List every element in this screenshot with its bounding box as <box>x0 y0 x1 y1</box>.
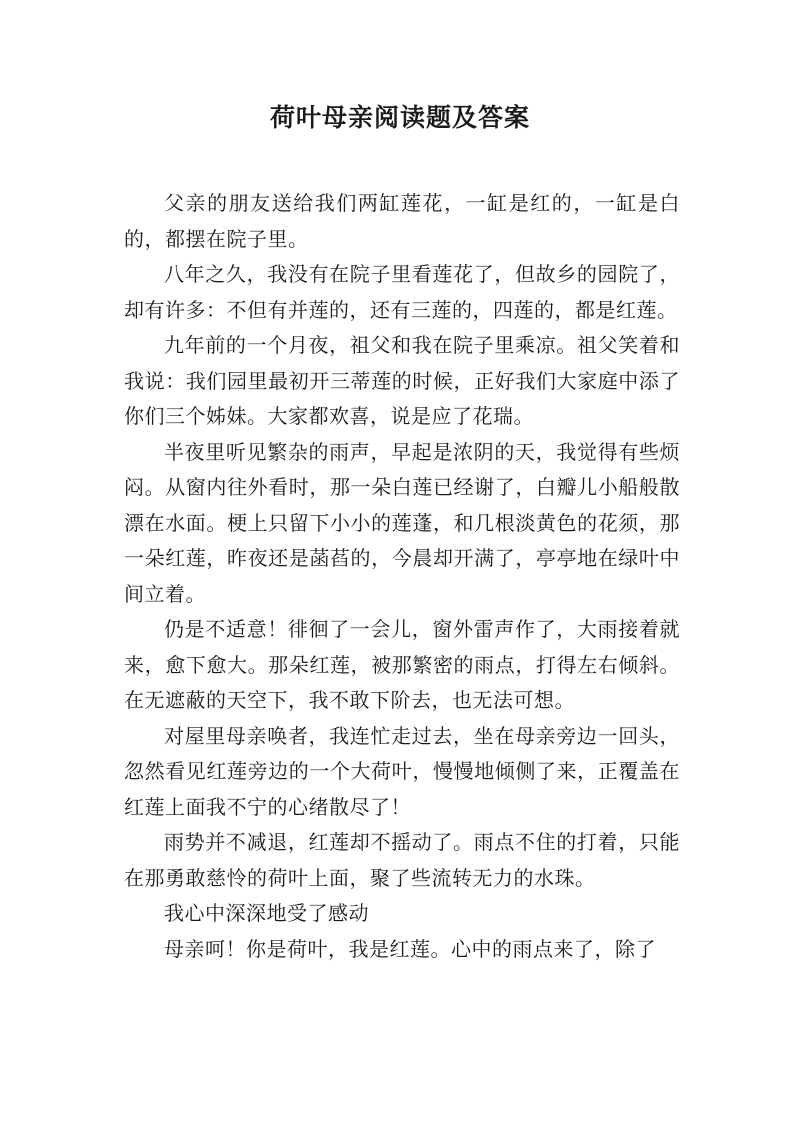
paragraph: 仍是不适意！徘徊了一会儿，窗外雷声作了，大雨接着就来，愈下愈大。那朵红莲，被那繁密的雨点，打得左右倾斜。在无遮蔽的天空下，我不敢下阶去，也无法可想。 <box>124 617 680 712</box>
paragraph: 我心中深深地受了感动 <box>164 901 369 925</box>
article-body <box>124 186 680 967</box>
paragraph: 半夜里听见繁杂的雨声，早起是浓阴的天，我觉得有些烦闷。从窗内往外看时，那一朵白莲已经谢了，白瓣儿小船般散漂在水面。梗上只留下小小的莲蓬，和几根淡黄色的花须，那一朵红莲，昨夜还是菡萏的，今晨却开满了，亭亭地在绿叶中间立着。 <box>124 439 680 606</box>
paragraph: 雨势并不减退，红莲却不摇动了。雨点不住的打着，只能在那勇敢慈怜的荷叶上面，聚了些流转无力的水珠。 <box>124 830 680 890</box>
paragraph: 父亲的朋友送给我们两缸莲花，一缸是红的，一缸是白的，都摆在院子里。 <box>124 191 680 251</box>
document-title: 荷叶母亲阅读题及答案 <box>269 103 530 132</box>
paragraph: 母亲呵！你是荷叶，我是红莲。心中的雨点来了，除了 <box>164 936 656 961</box>
paragraph: 八年之久，我没有在院子里看莲花了，但故乡的园院了，却有许多：不但有并莲的，还有三莲的，四莲的，都是红莲。 <box>124 262 680 322</box>
paragraph: 对屋里母亲唤者，我连忙走过去，坐在母亲旁边一回头，忽然看见红莲旁边的一个大荷叶，慢慢地倾侧了来，正覆盖在红莲上面我不宁的心绪散尽了！ <box>124 723 680 819</box>
paragraph: 九年前的一个月夜，祖父和我在院子里乘凉。祖父笑着和我说：我们园里最初开三蒂莲的时候，正好我们大家庭中添了你们三个姊妹。大家都欢喜，说是应了花瑞。 <box>124 333 680 428</box>
